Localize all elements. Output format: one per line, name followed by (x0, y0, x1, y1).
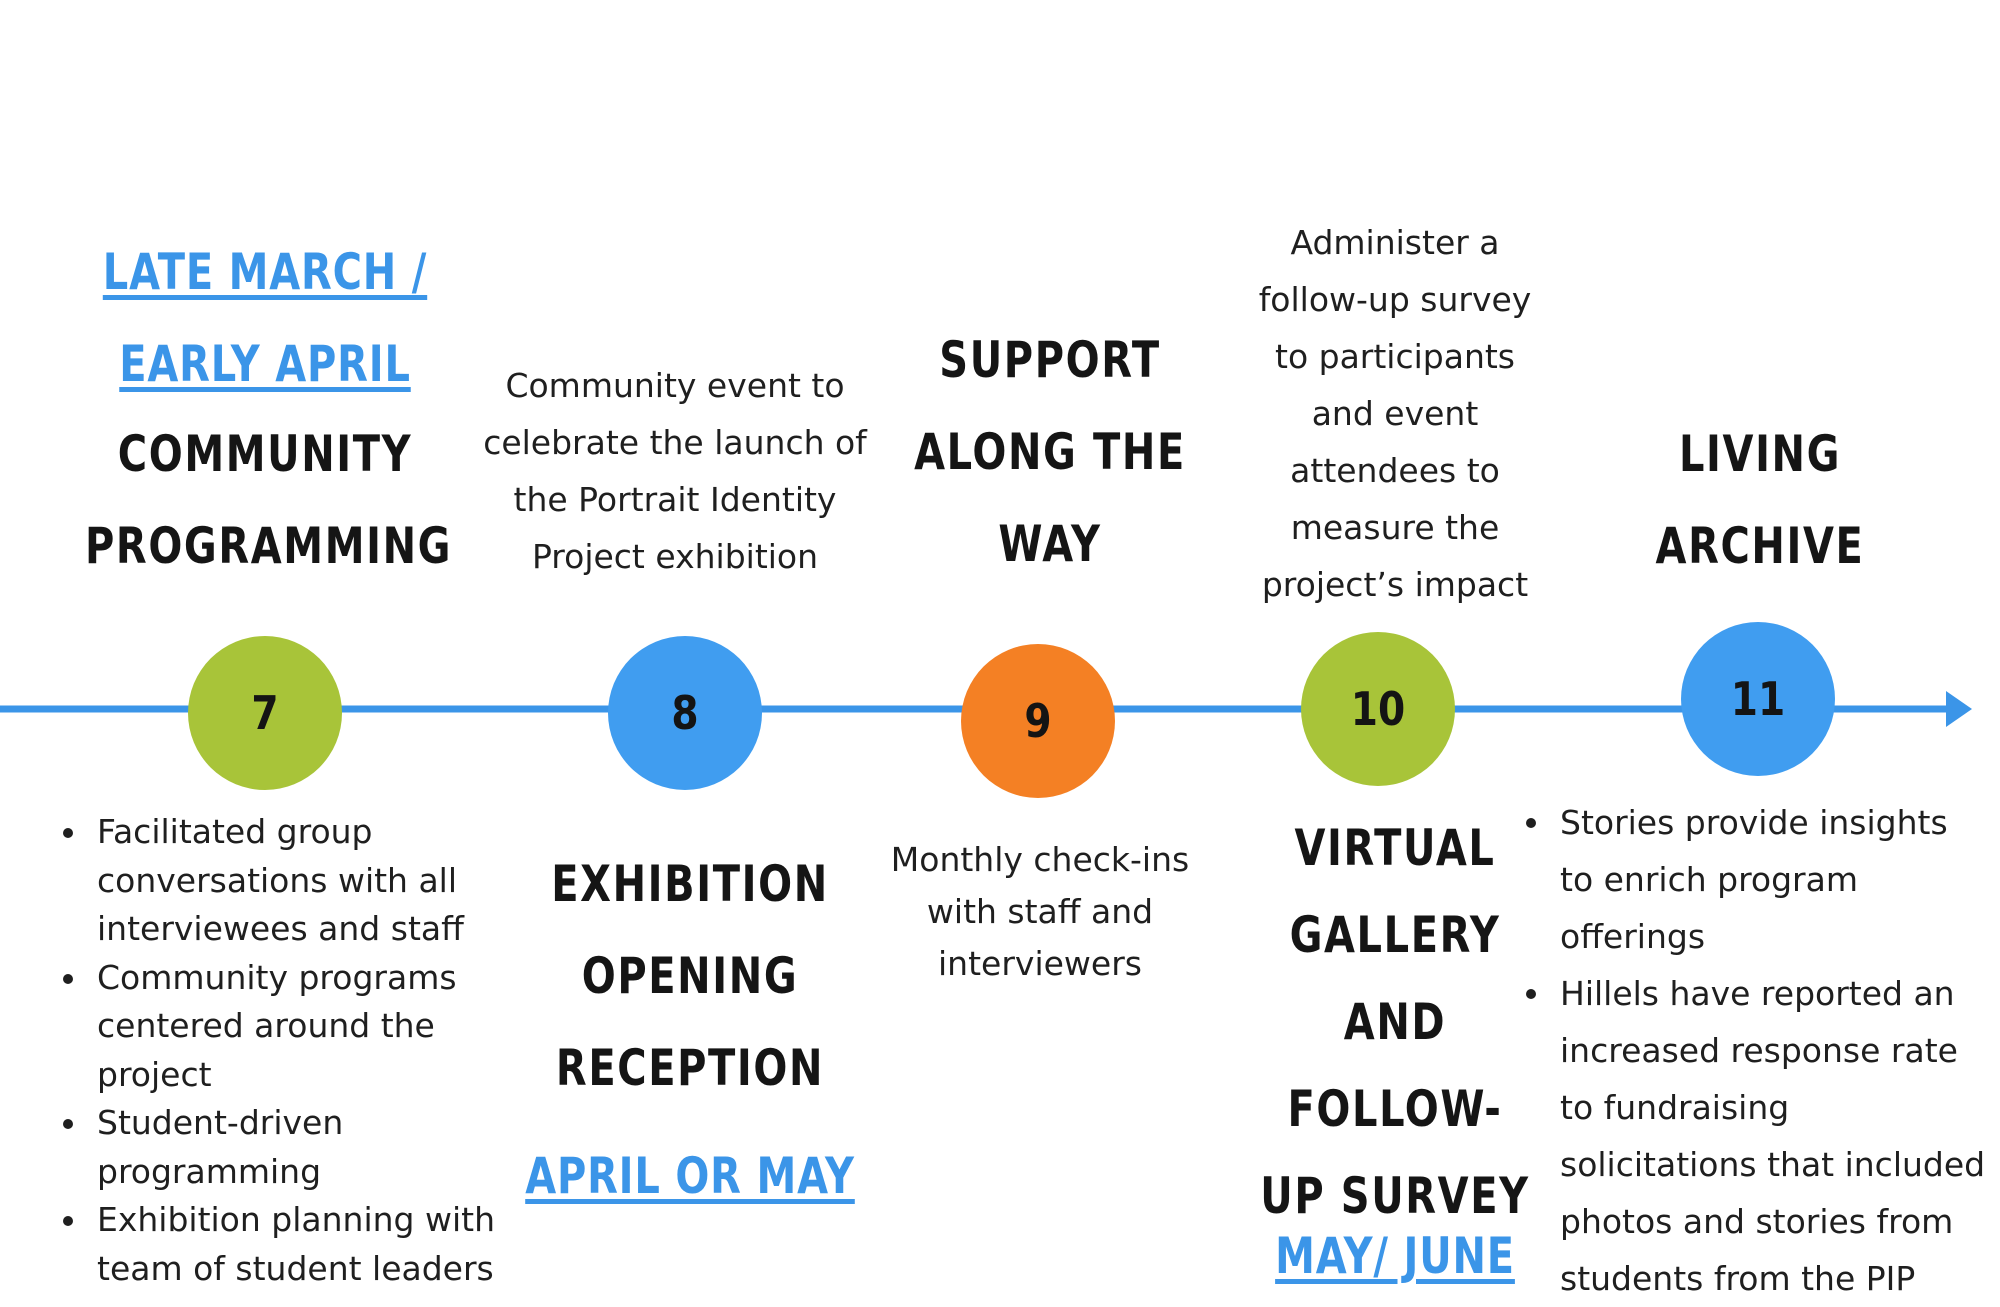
bullet-text-line: programming (97, 1151, 322, 1191)
bullet-text-line: interviewees and staff (97, 909, 464, 948)
milestone-7-bullet-list (60, 808, 520, 1293)
bullet-text-line: centered around the (97, 1006, 435, 1045)
milestone-9-number: 9 (1024, 694, 1052, 748)
milestone-10-title-line-1: VIRTUAL (1294, 819, 1496, 877)
milestone-10-number: 10 (1350, 682, 1406, 736)
bullet-text-line: students from the PIP (1560, 1259, 1916, 1298)
milestone-8-description-line-2: celebrate the launch of (483, 423, 867, 462)
milestone-8-description-line-3: the Portrait Identity (513, 480, 837, 519)
milestone-11-bullet-list (1523, 794, 1993, 1307)
milestone-10-description-line-4: and event (1311, 394, 1479, 433)
bullet-text-line: Student-driven (97, 1103, 344, 1142)
milestone-8-description (475, 357, 875, 585)
milestone-7-date-line-2: EARLY APRIL (119, 335, 411, 393)
milestone-9-title-line-2: ALONG THE (914, 423, 1186, 481)
milestone-11-title-line-2: ARCHIVE (1655, 517, 1865, 575)
milestone-8-number: 8 (671, 686, 699, 740)
milestone-9-title (866, 314, 1234, 590)
milestone-9-title-line-3: WAY (998, 515, 1102, 573)
bullet-text-line: team of student leaders (97, 1248, 494, 1288)
milestone-9-node (961, 644, 1115, 798)
milestone-8-date (514, 1130, 866, 1222)
milestone-9-description (840, 834, 1240, 990)
milestone-8-description-line-4: Project exhibition (531, 537, 819, 576)
milestone-7-number: 7 (251, 686, 279, 740)
milestone-11-title-line-1: LIVING (1678, 425, 1842, 483)
milestone-10-node (1301, 632, 1455, 786)
bullet-text-line: offerings (1560, 917, 1706, 956)
milestone-8-title (506, 838, 874, 1114)
milestone-8-description-line-1: Community event to (505, 366, 845, 405)
milestone-7-bullet-1 (60, 808, 520, 954)
bullet-text-line: to enrich program (1560, 860, 1858, 899)
milestone-7-date-line-1: LATE MARCH / (102, 243, 428, 301)
milestone-7-title-line-1: COMMUNITY (117, 425, 413, 483)
milestone-10-description (1195, 214, 1595, 613)
bullet-text-line: increased response rate (1560, 1031, 1958, 1070)
milestone-7-node (188, 636, 342, 790)
milestone-10-title (1219, 805, 1571, 1240)
milestone-11-title (1576, 408, 1944, 592)
milestone-10-date-line-1: MAY/ JUNE (1275, 1227, 1515, 1285)
milestone-10-description-line-3: to participants (1275, 337, 1515, 376)
timeline-arrowhead (1946, 691, 1972, 727)
milestone-8-title-line-1: EXHIBITION (551, 855, 829, 913)
bullet-text-line: project (97, 1054, 212, 1094)
milestone-7-date (101, 226, 429, 410)
milestone-11-number: 11 (1730, 672, 1786, 726)
bullet-text-line: solicitations that included (1560, 1145, 1986, 1184)
bullet-text-line: Community programs (97, 957, 457, 997)
milestone-9-title-line-1: SUPPORT (939, 331, 1161, 389)
milestone-10-description-line-5: attendees to (1290, 451, 1500, 490)
milestone-11-node (1681, 622, 1835, 776)
milestone-11-bullet-2 (1523, 965, 1993, 1307)
bullet-text-line: to fundraising (1560, 1088, 1790, 1127)
bullet-text-line: photos and stories from (1560, 1202, 1954, 1241)
bullet-text-line: Exhibition planning with (97, 1200, 495, 1239)
milestone-10-date (1219, 1226, 1571, 1286)
milestone-10-description-line-1: Administer a (1290, 223, 1500, 262)
milestone-8-title-line-3: RECEPTION (555, 1039, 825, 1097)
milestone-7-title (85, 408, 453, 592)
milestone-10-title-line-4: FOLLOW- (1287, 1080, 1503, 1138)
milestone-9-description-line-1: Monthly check-ins (890, 840, 1190, 879)
bullet-text-line: Stories provide insights (1560, 803, 1948, 842)
bullet-text-line: Hillels have reported an (1560, 974, 1955, 1013)
milestone-10-title-line-2: GALLERY (1289, 906, 1501, 964)
milestone-8-title-line-2: OPENING (581, 947, 799, 1005)
bullet-text-line: conversations with all (97, 860, 458, 900)
milestone-9-description-line-2: with staff and (926, 892, 1154, 931)
milestone-10-description-line-2: follow-up survey (1258, 280, 1532, 319)
milestone-10-description-line-6: measure the (1290, 508, 1500, 547)
milestone-7-bullet-2 (60, 954, 520, 1100)
milestone-9-description-line-3: interviewers (938, 944, 1142, 983)
milestone-7-title-line-2: PROGRAMMING (85, 517, 453, 575)
milestone-10-title-line-3: AND (1343, 993, 1447, 1051)
milestone-11-bullet-1 (1523, 794, 1993, 965)
milestone-10-title-line-5: UP SURVEY (1260, 1167, 1530, 1225)
milestone-8-date-line-1: APRIL OR MAY (525, 1147, 855, 1205)
bullet-text-line: Facilitated group (97, 812, 373, 851)
milestone-7-bullet-3 (60, 1099, 520, 1196)
milestone-10-description-line-7: project’s impact (1261, 565, 1529, 604)
milestone-7-bullet-4 (60, 1196, 520, 1293)
milestone-8-node (608, 636, 762, 790)
